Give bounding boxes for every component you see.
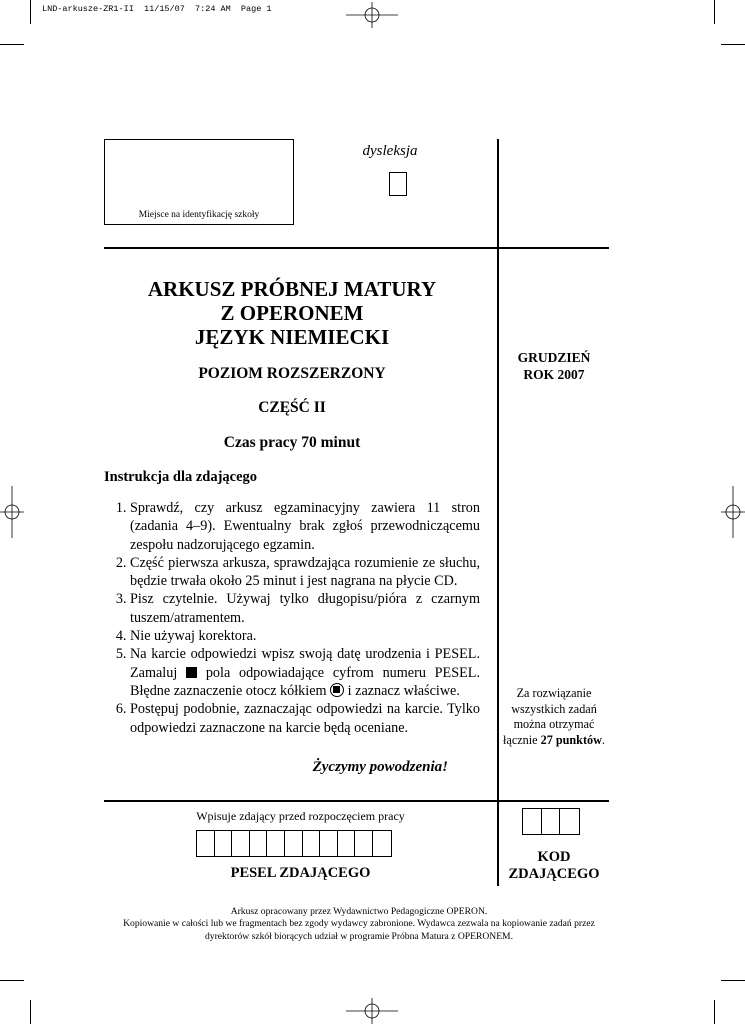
footer-line-2: Kopiowanie w całości lub we fragmentach bez zgody wydawcy zabronione. Wydawca zezwala na kopiowanie zadań przez — [123, 918, 595, 930]
kod-digit-box[interactable] — [542, 809, 561, 834]
points-line-4 — [499, 733, 609, 749]
kod-input-boxes[interactable] — [522, 808, 580, 835]
instruction-5-part-3: i zaznacz właściwe. — [347, 682, 460, 699]
instruction-item: 2. Część pierwsza arkusza, sprawdzająca rozumienie ze słuchu, będzie trwała około 25 minut i jest nagrana na płycie CD. — [130, 554, 480, 591]
dyslexia-label: dysleksja — [362, 143, 418, 159]
instruction-item: 1. Sprawdź, czy arkusz egzaminacyjny zawiera 11 stron (zadania 4–9). Ewentualny brak zgłoś przewodniczącemu zespołu nadzorującego egzamin. — [130, 499, 480, 554]
pesel-digit-box[interactable] — [355, 831, 373, 856]
registration-mark-top — [346, 2, 398, 28]
instruction-item: 4. Nie używaj korektora. — [130, 627, 480, 645]
crop-mark-top-right — [721, 44, 745, 45]
exam-part: CZĘŚĆ II — [258, 399, 326, 416]
kod-label-line-2: ZDAJĄCEGO — [508, 865, 600, 882]
pesel-digit-box[interactable] — [338, 831, 356, 856]
pesel-digit-box[interactable] — [373, 831, 391, 856]
kod-label-line-1: KOD — [537, 849, 571, 865]
exam-title-line-2: Z OPERONEM — [220, 301, 364, 325]
pesel-digit-box[interactable] — [197, 831, 215, 856]
school-id-label: Miejsce na identyfikację szkoły — [138, 210, 260, 220]
filled-square-icon — [186, 667, 197, 678]
pesel-input-boxes[interactable] — [196, 830, 392, 857]
instruction-item-pesel — [130, 645, 480, 700]
crop-mark-bottom-right-v — [714, 1000, 715, 1024]
kod-digit-box[interactable] — [523, 809, 542, 834]
good-luck-wish: Życzymy powodzenia! — [312, 759, 448, 775]
exam-year: ROK 2007 — [523, 367, 585, 382]
exam-date — [499, 349, 609, 383]
pesel-note: Wpisuje zdający przed rozpoczęciem pracy — [196, 809, 405, 823]
registration-mark-right — [721, 486, 745, 538]
footer-note — [94, 906, 624, 943]
exam-time: Czas pracy 70 minut — [223, 434, 361, 451]
registration-mark-left — [0, 486, 24, 538]
print-header: LND-arkusze-ZR1-II 11/15/07 7:24 AM Page 1 — [42, 4, 272, 14]
instructions-heading: Instrukcja dla zdającego — [104, 469, 258, 485]
exam-title-line-1: ARKUSZ PRÓBNEJ MATURY — [147, 277, 437, 301]
school-id-box[interactable] — [104, 139, 294, 225]
points-total: 27 punktów — [540, 732, 602, 747]
points-note — [499, 686, 609, 748]
pesel-digit-box[interactable] — [320, 831, 338, 856]
dyslexia-checkbox[interactable] — [389, 172, 407, 196]
pesel-label: PESEL ZDAJĄCEGO — [230, 865, 371, 881]
crop-mark-bottom-left — [0, 980, 24, 981]
circled-square-icon — [330, 683, 344, 697]
points-prefix: łącznie — [503, 732, 538, 747]
pesel-digit-box[interactable] — [267, 831, 285, 856]
registration-mark-bottom — [346, 998, 398, 1024]
crop-mark-bottom-left-v — [30, 1000, 31, 1024]
points-line-2: wszystkich zadań — [511, 701, 597, 716]
footer-line-1: Arkusz opracowany przez Wydawnictwo Pedagogiczne OPERON. — [230, 906, 488, 917]
footer-line-3: dyrektorów szkół biorących udział w programie Próbna Matura z OPERONEM. — [205, 930, 513, 942]
vertical-divider — [497, 139, 499, 886]
pesel-digit-box[interactable] — [250, 831, 268, 856]
kod-digit-box[interactable] — [560, 809, 579, 834]
points-line-1: Za rozwiązanie — [516, 686, 592, 700]
crop-mark-top-left-v — [30, 0, 31, 24]
exam-level: POZIOM ROZSZERZONY — [198, 365, 386, 382]
pesel-digit-box[interactable] — [232, 831, 250, 856]
pesel-digit-box[interactable] — [215, 831, 233, 856]
points-line-3: można otrzymać — [513, 717, 595, 731]
crop-mark-bottom-right — [721, 980, 745, 981]
pesel-digit-box[interactable] — [303, 831, 321, 856]
points-suffix: . — [601, 732, 605, 747]
instructions-list — [104, 499, 480, 737]
crop-mark-top-right-v — [714, 0, 715, 24]
top-divider — [104, 247, 609, 249]
exam-title-line-3: JĘZYK NIEMIECKI — [194, 325, 390, 349]
exam-month: GRUDZIEŃ — [517, 350, 591, 365]
pesel-digit-box[interactable] — [285, 831, 303, 856]
instruction-5-part-2: pola odpowiadające cyfrom numeru PESEL. Błędne zaznaczenie otocz kółkiem — [130, 664, 480, 699]
exam-title — [104, 277, 480, 349]
instruction-5-part-1: Na karcie odpowiedzi wpisz swoją datę urodzenia i PESEL. Zamaluj — [130, 646, 480, 681]
bottom-divider — [104, 800, 609, 802]
crop-mark-top-left — [0, 44, 24, 45]
instruction-item: 6. Postępuj podobnie, zaznaczając odpowiedzi na karcie. Tylko odpowiedzi zaznaczone na karcie będą oceniane. — [130, 700, 480, 737]
instruction-item: 3. Pisz czytelnie. Używaj tylko długopisu/pióra z czarnym tuszem/atramentem. — [130, 590, 480, 627]
kod-label — [499, 849, 609, 882]
